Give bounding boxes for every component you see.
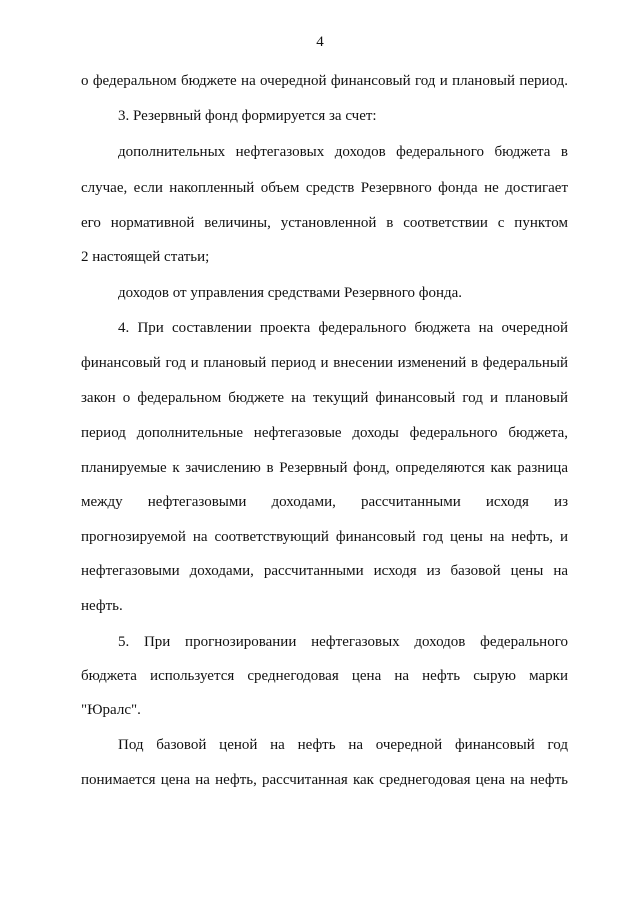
paragraph-line: доходов от управления средствами Резервного фонда. [118,285,463,301]
paragraph-line: 3. Резервный фонд формируется за счет: [118,108,377,124]
text-line: 2 настоящей статьи; [81,249,210,265]
text-line: прогнозируемой на соответствующий финансовый год цены на нефть, и [81,529,568,545]
paragraph-line: 4. При составлении проекта федерального бюджета на очередной [118,320,568,336]
text-line: случае, если накопленный объем средств Резервного фонда не достигает [81,180,568,196]
paragraph-line: дополнительных нефтегазовых доходов федерального бюджета в [118,144,568,160]
page-number: 4 [316,34,324,50]
text-line: нефть. [81,598,123,614]
text-line: понимается цена на нефть, рассчитанная как среднегодовая цена на нефть [81,772,568,788]
paragraph-line: Под базовой ценой на нефть на очередной финансовый год [118,737,568,753]
text-line: о федеральном бюджете на очередной финансовый год и плановый период. [81,73,568,89]
text-line: нефтегазовыми доходами, рассчитанными исходя из базовой цены на [81,563,568,579]
text-line: его нормативной величины, установленной в соответствии с пунктом [81,215,568,231]
text-line: закон о федеральном бюджете на текущий финансовый год и плановый [81,390,568,406]
text-line: финансовый год и плановый период и внесении изменений в федеральный [81,355,568,371]
text-line: бюджета используется среднегодовая цена на нефть сырую марки [81,668,568,684]
text-line: между нефтегазовыми доходами, рассчитанными исходя из [81,494,568,510]
text-line: "Юралс". [81,702,141,718]
text-line: планируемые к зачислению в Резервный фонд, определяются как разница [81,460,568,476]
paragraph-line: 5. При прогнозировании нефтегазовых доходов федерального [118,634,568,650]
text-line: период дополнительные нефтегазовые доходы федерального бюджета, [81,425,568,441]
